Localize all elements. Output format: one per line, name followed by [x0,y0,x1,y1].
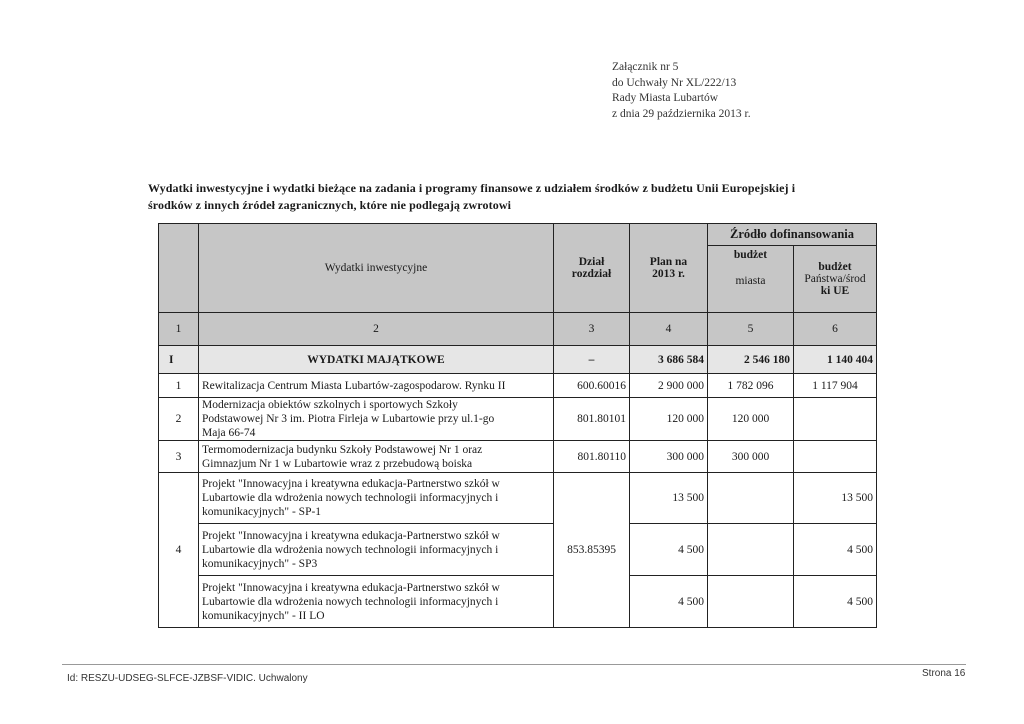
footer-document-id: Id: RESZU-UDSEG-SLFCE-JZBSF-VIDIC. Uchwalony [67,673,308,684]
table-row [159,441,877,473]
row-panstwa: 4 500 [794,524,877,576]
row-lp: 4 [159,473,199,628]
row-miasta [708,576,794,628]
row-panstwa [794,441,877,473]
row-dzial: 801.80110 [554,441,630,473]
row-plan: 300 000 [630,441,708,473]
col-number: 2 [199,313,554,346]
summary-panstwa: 1 140 404 [794,346,877,374]
budget-table [158,223,877,628]
table-row [159,398,877,441]
col-number: 1 [159,313,199,346]
table-row [159,473,877,524]
row-desc: Projekt "Innowacyjna i kreatywna edukacja-Partnerstwo szkół w Lubartowie dla wdrożenia nowych technologii informacyjnych i komunikacyjnych" - SP-1 [199,473,554,524]
header-dzial: Dział rozdział [554,224,630,313]
row-desc: Projekt "Innowacyjna i kreatywna edukacja-Partnerstwo szkół w Lubartowie dla wdrożenia nowych technologii informacyjnych i komunikacyjnych" - II LO [199,576,554,628]
footer-divider [62,664,966,665]
row-desc: Rewitalizacja Centrum Miasta Lubartów-zagospodarow. Rynku II [199,374,554,398]
row-lp: 3 [159,441,199,473]
header-zrodlo: Źródło dofinansowania [708,224,877,246]
row-miasta: 1 782 096 [708,374,794,398]
row-desc: Projekt "Innowacyjna i kreatywna edukacja-Partnerstwo szkół w Lubartowie dla wdrożenia nowych technologii informacyjnych i komunikacyjnych" - SP3 [199,524,554,576]
row-plan: 120 000 [630,398,708,441]
table-row [159,524,877,576]
row-dzial: 853.85395 [554,473,630,628]
table-row [159,374,877,398]
row-dzial: 801.80101 [554,398,630,441]
header-budzet-panstwa: budżet Państwa/środ ki UE [794,246,877,313]
row-desc: Termomodernizacja budynku Szkoły Podstawowej Nr 1 oraz Gimnazjum Nr 1 w Lubartowie wraz z przebudową boiska [199,441,554,473]
col-number: 6 [794,313,877,346]
row-miasta [708,473,794,524]
header-line: Rady Miasta Lubartów [612,92,719,104]
col-number: 4 [630,313,708,346]
row-plan: 4 500 [630,576,708,628]
footer-page-number: Strona 16 [922,668,966,679]
table-header-row [159,224,877,246]
header-line: Załącznik nr 5 [612,61,679,73]
header-line: do Uchwały Nr XL/222/13 [612,76,737,89]
row-panstwa: 13 500 [794,473,877,524]
title-line: środków z innych źródeł zagranicznych, które nie podlegają zwrotowi [148,198,512,212]
document-header [612,60,751,122]
header-wydatki: Wydatki inwestycyjne [199,224,554,313]
row-panstwa: 1 117 904 [794,374,877,398]
summary-dzial: – [554,346,630,374]
header-plan: Plan na 2013 r. [630,224,708,313]
col-number: 5 [708,313,794,346]
row-miasta [708,524,794,576]
column-number-row [159,313,877,346]
col-number: 3 [554,313,630,346]
row-desc: Modernizacja obiektów szkolnych i sportowych Szkoły Podstawowej Nr 3 im. Piotra Firleja w Lubartowie przy ul.1-go Maja 66-74 [199,398,554,441]
row-plan: 2 900 000 [630,374,708,398]
table-row [159,576,877,628]
row-miasta: 300 000 [708,441,794,473]
title-line: Wydatki inwestycyjne i wydatki bieżące na zadania i programy finansowe z udziałem środków z budżetu Unii Europejskiej i [148,181,796,195]
row-dzial: 600.60016 [554,374,630,398]
summary-label: WYDATKI MAJĄTKOWE [199,346,554,374]
summary-plan: 3 686 584 [630,346,708,374]
summary-row [159,346,877,374]
row-plan: 13 500 [630,473,708,524]
row-panstwa: 4 500 [794,576,877,628]
document-title [148,180,868,214]
row-miasta: 120 000 [708,398,794,441]
row-lp: 1 [159,374,199,398]
header-lp [159,224,199,313]
row-plan: 4 500 [630,524,708,576]
summary-lp: I [159,346,199,374]
header-budzet-miasta: budżet miasta [708,246,794,313]
row-panstwa [794,398,877,441]
summary-miasta: 2 546 180 [708,346,794,374]
row-lp: 2 [159,398,199,441]
header-line: z dnia 29 października 2013 r. [612,107,751,120]
